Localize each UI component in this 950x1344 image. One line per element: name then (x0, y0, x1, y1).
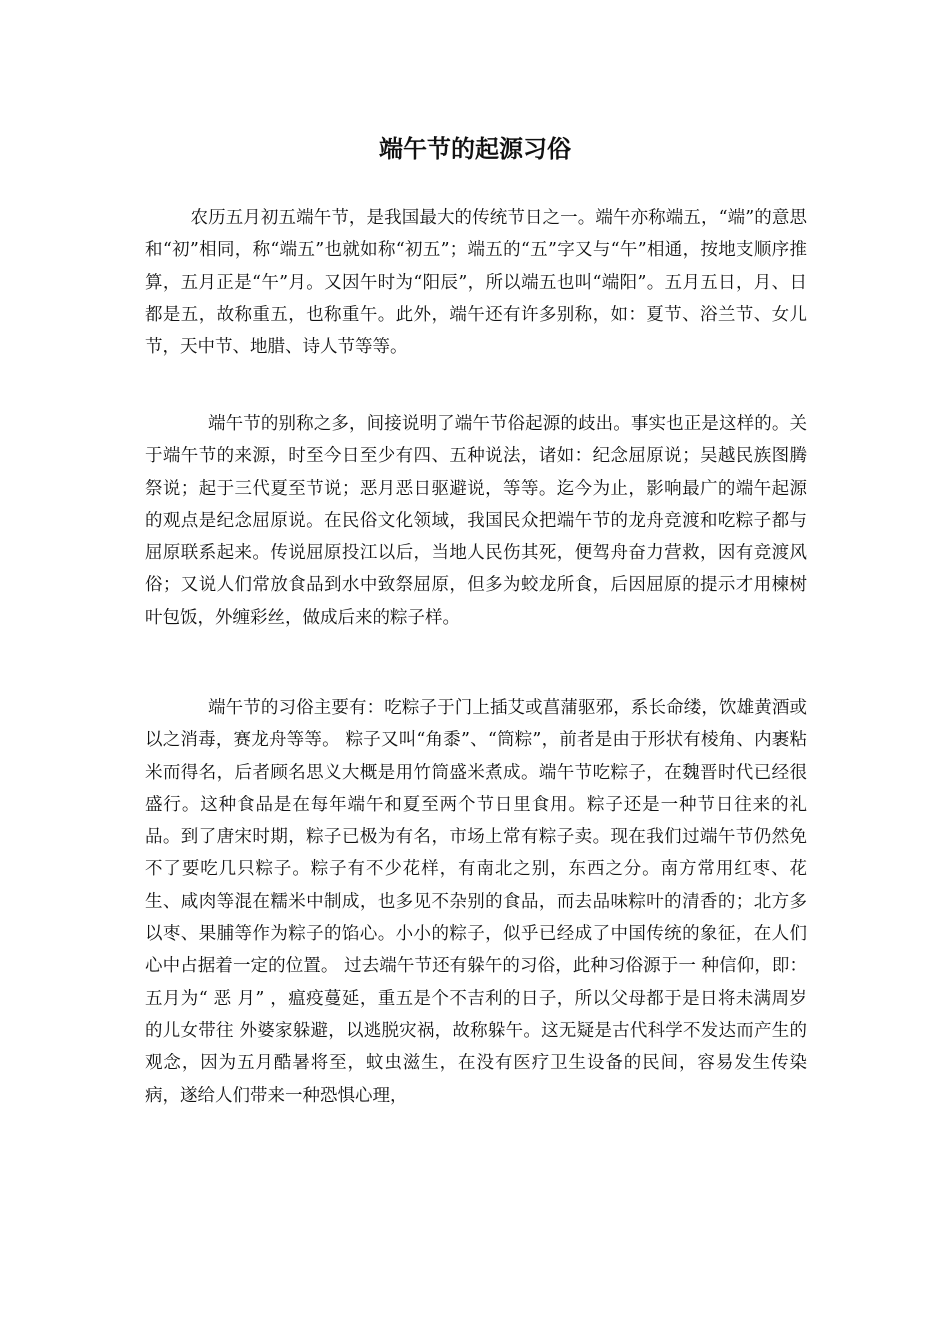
document-title: 端午节的起源习俗 (379, 135, 571, 163)
paragraph-customs: 端午节的习俗主要有：吃粽子于门上插艾或菖蒲驱邪，系长命缕，饮雄黄酒或以之消毒，赛龙舟等等。 粽子又叫“角黍”、“筒粽”，前者是由于形状有棱角、内裹粘米而得名，后者顾名思义大概是用竹筒盛米煮成。端午节吃粽子，在魏晋时代已经很盛行。这种食品是在每年端午和夏至两个节日里食用。粽子还是一种节日往来的礼品。到了唐宋时期，粽子已极为有名，市场上常有粽子卖。现在我们过端午节仍然免不了要吃几只粽子。粽子有不少花样，有南北之别，东西之分。南方常用红枣、花生、咸肉等混在糯米中制成，也多见不杂别的食品，而去品味粽叶的清香的；北方多以枣、果脯等作为粽子的馅心。小小的粽子，似乎已经成了中国传统的象征，在人们心中占据着一定的位置。 过去端午节还有躲午的习俗，此种习俗源于一 种信仰，即：五月为“ 恶 月” ，瘟疫蔓延，重五是个不吉利的日子，所以父母都于是日将未满周岁的儿女带往 外婆家躲避，以逃脱灾祸，故称躲午。这无疑是古代科学不发达而产生的观念，因为五月酷暑将至，蚊虫滋生，在没有医疗卫生设备的民间，容易发生传染病，遂给人们带来一种恐惧心理， (145, 698, 807, 1106)
paragraph-origin-name: 农历五月初五端午节，是我国最大的传统节日之一。端午亦称端五，“端”的意思和“初”相同，称“端五”也就如称“初五”；端五的“五”字又与“午”相通，按地支顺序推算，五月正是“午”月。又因午时为“阳辰”，所以端五也叫“端阳”。五月五日，月、日都是五，故称重五，也称重午。此外，端午还有许多别称，如：夏节、浴兰节、女儿节，天中节、地腊、诗人节等等。 (145, 208, 807, 358)
paragraph-origin-theories: 端午节的别称之多，间接说明了端午节俗起源的歧出。事实也正是这样的。关于端午节的来源，时至今日至少有四、五种说法，诸如：纪念屈原说；吴越民族图腾祭说；起于三代夏至节说；恶月恶日驱避说，等等。迄今为止，影响最广的端午起源的观点是纪念屈原说。在民俗文化领域，我国民众把端午节的龙舟竞渡和吃粽子都与屈原联系起来。传说屈原投江以后，当地人民伤其死，便驾舟奋力营救，因有竞渡风俗；又说人们常放食品到水中致祭屈原，但多为蛟龙所食，后因屈原的提示才用楝树叶包饭，外缠彩丝，做成后来的粽子样。 (145, 414, 807, 628)
